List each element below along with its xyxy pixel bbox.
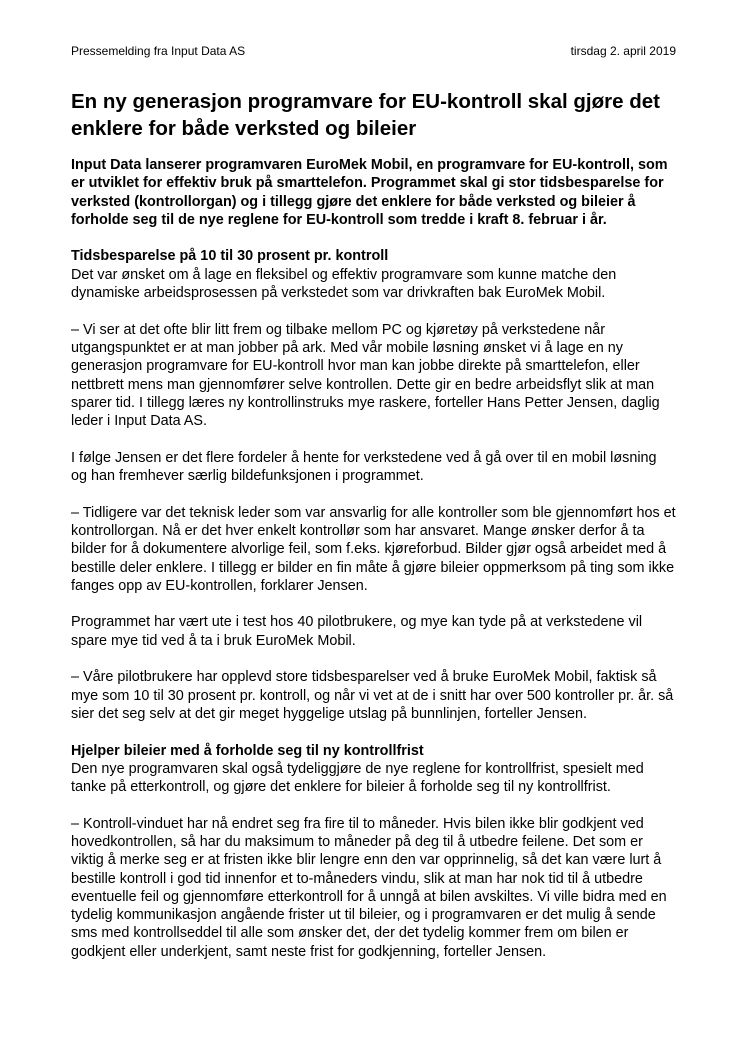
quote-paragraph: – Kontroll-vinduet har nå endret seg fra fire til to måneder. Hvis bilen ikke blir godkjent ved hovedkontrollen, så har du maksimum to måneder på deg til å utbedre feilene. Det som er viktig å merke seg er at fristen ikke blir lengre enn den var opprinnelig, så det kan være lurt å bestille kontroll i god tid innenfor et to-måneders vindu, slik at man har nok tid til å utbedre eventuelle feil og gjennomføre etterkontroll for å unngå at bilen avskiltes. Vi ville bidra med en tydelig kommunikasjon angående frister ut til bileier, og i programvaren er det mulig å sende sms med kontrollseddel til alle som ønsker det, der det tydelig kommer frem om bilen er godkjent eller underkjent, samt neste frist for godkjenning, forteller Jensen. bbox=[71, 815, 667, 960]
release-date: tirsdag 2. april 2019 bbox=[570, 44, 676, 58]
section-heading-control-deadline: Hjelper bileier med å forholde seg til ny kontrollfrist bbox=[71, 742, 424, 759]
quote-paragraph: – Tidligere var det teknisk leder som var ansvarlig for alle kontroller som ble gjennomført hos et kontrollorgan. Nå er det hver enkelt kontrollør som har ansvaret. Mange ønsker derfor å ta bilder for å dokumentere alvorlige feil, som f.eks. kjøreforbud. Bilder gjør også arbeidet med å bestille deler enklere. I tillegg er bilder en fin måte å gjøre bileier oppmerksom på ting som ikke fanges opp av EU-kontrollen, forklarer Jensen. bbox=[71, 504, 676, 594]
document-header bbox=[71, 43, 676, 59]
body-paragraph: I følge Jensen er det flere fordeler å hente for verkstedene ved å gå over til en mobil løsning og han fremhever særlig bildefunksjonen i programmet. bbox=[71, 449, 657, 485]
press-release-source: Pressemelding fra Input Data AS bbox=[71, 44, 246, 58]
document-title: En ny generasjon programvare for EU-kontroll skal gjøre det enklere for både verksted og bileier bbox=[71, 90, 660, 140]
lead-paragraph: Input Data lanserer programvaren EuroMek Mobil, en programvare for EU-kontroll, som er utviklet for effektiv bruk på smarttelefon. Programmet skal gi stor tidsbesparelse for verksted (kontrollorgan) og i tillegg gjøre det enklere for både verksted og bileier å forholde seg til de nye reglene for EU-kontroll som tredde i kraft 8. februar i år. bbox=[71, 157, 668, 228]
document-body bbox=[71, 156, 676, 961]
body-paragraph: Programmet har vært ute i test hos 40 pilotbrukere, og mye kan tyde på at verkstedene vil spare mye tid ved å ta i bruk EuroMek Mobil. bbox=[71, 614, 643, 649]
section-heading-time-savings: Tidsbesparelse på 10 til 30 prosent pr. kontroll bbox=[71, 248, 389, 265]
quote-paragraph: – Våre pilotbrukere har opplevd store tidsbesparelser ved å bruke EuroMek Mobil, faktisk så mye som 10 til 30 prosent pr. kontroll, og når vi vet at de i snitt har over 500 kontroller pr. år. så sier det seg selv at det gir meget hyggelige utslag på bunnlinjen, forteller Jensen. bbox=[71, 669, 674, 722]
body-paragraph: Den nye programvaren skal også tydeliggjøre de nye reglene for kontrollfrist, spesielt med tanke på etterkontroll, og gjøre det enklere for bileier å forholde seg til ny kontrollfrist. bbox=[71, 760, 644, 796]
body-paragraph: Det var ønsket om å lage en fleksibel og effektiv programvare som kunne matche den dynamiske arbeidsprosessen på verkstedet som var drivkraften bak EuroMek Mobil. bbox=[71, 266, 617, 302]
quote-paragraph: – Vi ser at det ofte blir litt frem og tilbake mellom PC og kjøretøy på verkstedene når utgangspunktet er at man jobber på ark. Med vår mobile løsning ønsket vi å lage en ny generasjon programvare for EU-kontroll hvor man kan jobbe direkte på smarttelefon, eller nettbrett mens man gjennomfører selve kontrollen. Dette gir en bedre arbeidsflyt slik at man sparer tid. I tillegg læres ny kontrollinstruks mye raskere, forteller Hans Petter Jensen, daglig leder i Input Data AS. bbox=[71, 321, 660, 430]
